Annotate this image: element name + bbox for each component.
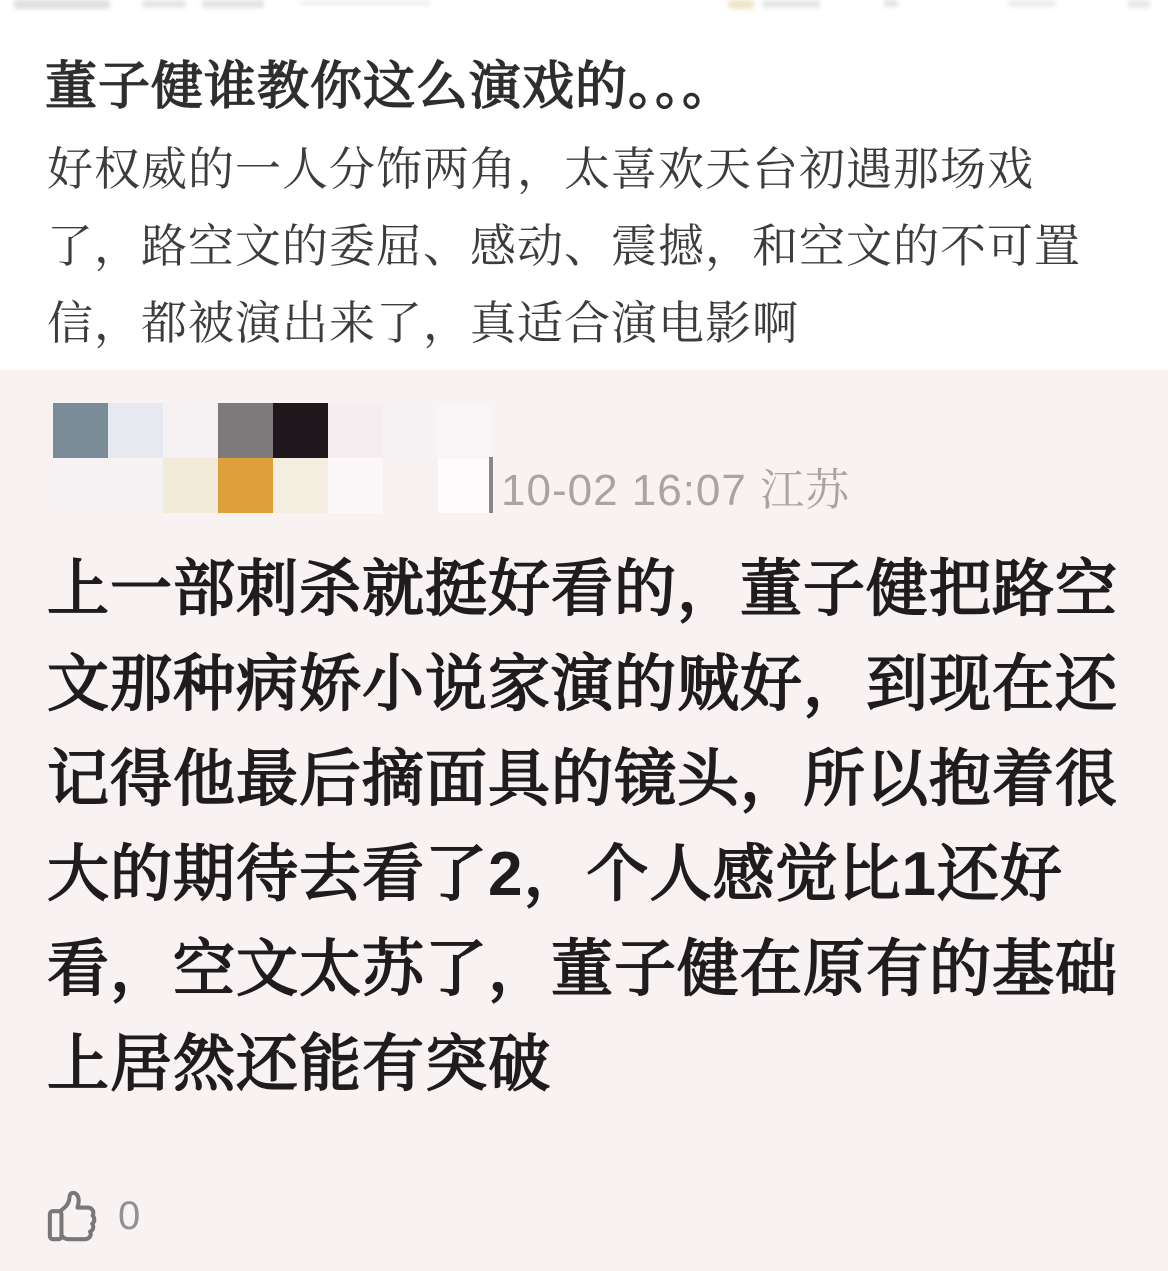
quote-content-line: 看，空文太苏了，董子健在原有的基础 <box>47 935 1119 1004</box>
top-artifact <box>142 0 186 8</box>
mosaic-cell <box>273 403 328 458</box>
top-artifact <box>1128 0 1150 8</box>
mosaic-cell <box>438 458 493 513</box>
timestamp-location: 10-02 16:07 江苏 <box>501 466 851 515</box>
mosaic-cell <box>53 458 108 513</box>
quote-content-line: 上居然还能有突破 <box>47 1030 552 1099</box>
mosaic-cell <box>53 403 108 458</box>
quote-content-line: 记得他最后摘面具的镜头，所以抱着很 <box>47 745 1119 814</box>
mosaic-cell <box>163 403 218 458</box>
like-button[interactable] <box>46 1186 140 1246</box>
top-artifact <box>202 0 264 8</box>
top-artifact <box>884 0 898 7</box>
top-artifact <box>300 0 430 6</box>
top-artifact <box>762 0 820 8</box>
mosaic-cell <box>218 458 273 513</box>
quote-content-line: 文那种病娇小说家演的贼好，到现在还 <box>47 650 1119 719</box>
quote-content <box>47 542 1118 1112</box>
mosaic-cell <box>328 458 383 513</box>
quoted-comment-card[interactable] <box>0 370 1168 1271</box>
top-artifact <box>728 0 754 9</box>
mosaic-cell <box>108 458 163 513</box>
mosaic-cell <box>328 403 383 458</box>
post-body <box>47 131 1081 362</box>
top-artifact <box>14 0 110 9</box>
mosaic-cell <box>218 403 273 458</box>
username-divider-bar <box>489 457 493 513</box>
mosaic-cell <box>383 403 438 458</box>
quote-content-line: 大的期待去看了2，个人感觉比1还好 <box>47 840 1063 909</box>
post-body-line: 好权威的一人分饰两角，太喜欢天台初遇那场戏 <box>47 143 1034 195</box>
mosaic-cell <box>383 458 438 513</box>
mosaic-cell <box>163 458 218 513</box>
top-artifact <box>1008 0 1056 7</box>
cropped-top-bar-remnants <box>0 0 1168 12</box>
mosaic-cell <box>438 403 493 458</box>
thumbs-up-icon[interactable] <box>46 1187 104 1245</box>
mosaic-cell <box>108 403 163 458</box>
mosaic-cell <box>273 458 328 513</box>
post-title: 董子健谁教你这么演戏的。。。 <box>45 58 736 116</box>
like-count: 0 <box>118 1193 141 1238</box>
avatar-mosaic <box>53 403 493 513</box>
post-body-line: 了，路空文的委屈、感动、震撼，和空文的不可置 <box>47 220 1081 272</box>
post-body-line: 信，都被演出来了，真适合演电影啊 <box>47 297 799 349</box>
quote-content-line: 上一部刺杀就挺好看的，董子健把路空 <box>47 555 1119 624</box>
